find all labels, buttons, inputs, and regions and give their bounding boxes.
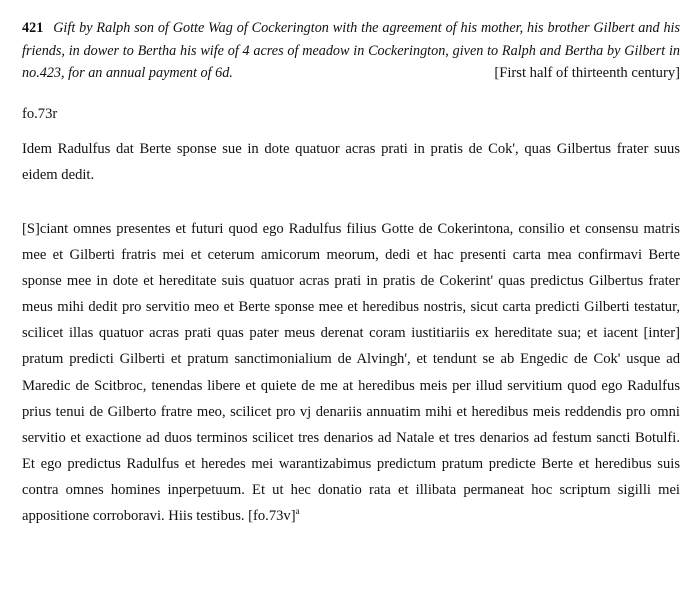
- footnote-marker: a: [295, 506, 300, 517]
- entry-date: [First half of thirteenth century]: [494, 65, 680, 81]
- charter-body: [S]ciant omnes presentes et futuri quod ego Radulfus filius Gotte de Cokerintona, consilio et consensu matris mee et Gilberti fratris mei et ceterum amicorum meorum, dedi et hac presenti carta mea confirmavi Berte sponse mee in dote et hereditate suis quatuor acras prati in pratis de Cokerint' quas predictus Gilbertus frater meus mihi dedit pro servitio meo et Berte sponse mee et heredibus nostris, sicut carta predicti Gilberti testatur, scilicet illas quatuor acras prati quas pater meus derenat coram iustitiariis ex hereditate sua; et iacent [inter] pratum predicti Gilberti et pratum sanctimonialium de Alvingh', et tendunt se ab Engedic de Cok' usque ad Maredic de Scitbroc, tenendas libere et quiete de me at heredibus meis per illud servitium quod ego Radulfus prius tenui de Gilberto fratre meo, scilicet pro vj denariis annuatim mihi et heredibus meis reddendis pro omni servitio et exactione ad duos terminos scilicet tres denarios ad Natale et tres denarios ad festum sancti Botulfi. Et ego predictus Radulfus et heredes mei warantizabimus predictum pratum predicte Berte et heredibus suis contra omnes homines inperpetuum. Et ut hec donatio rata et illibata permaneat hoc scriptum sigilli mei appositione corroboravi. Hiis testibus. [fo.73v]: [22, 221, 680, 525]
- entry-heading: [22, 17, 680, 85]
- charter-text: [22, 216, 680, 529]
- rubric-text: Idem Radulfus dat Berte sponse sue in dote quatuor acras prati in pratis de Cok', quas Gilbertus frater suus eidem dedit.: [22, 141, 680, 183]
- folio-reference: fo.73r: [22, 106, 58, 122]
- entry-summary: Gift by Ralph son of Gotte Wag of Cockerington with the agreement of his mother, his brother Gilbert and his friends, in dower to Bertha his wife of 4 acres of meadow in Cockerington, given to Ralph and Bertha by Gilbert in no.423, for an annual payment of 6d.: [22, 20, 681, 81]
- entry-number: 421: [22, 20, 44, 36]
